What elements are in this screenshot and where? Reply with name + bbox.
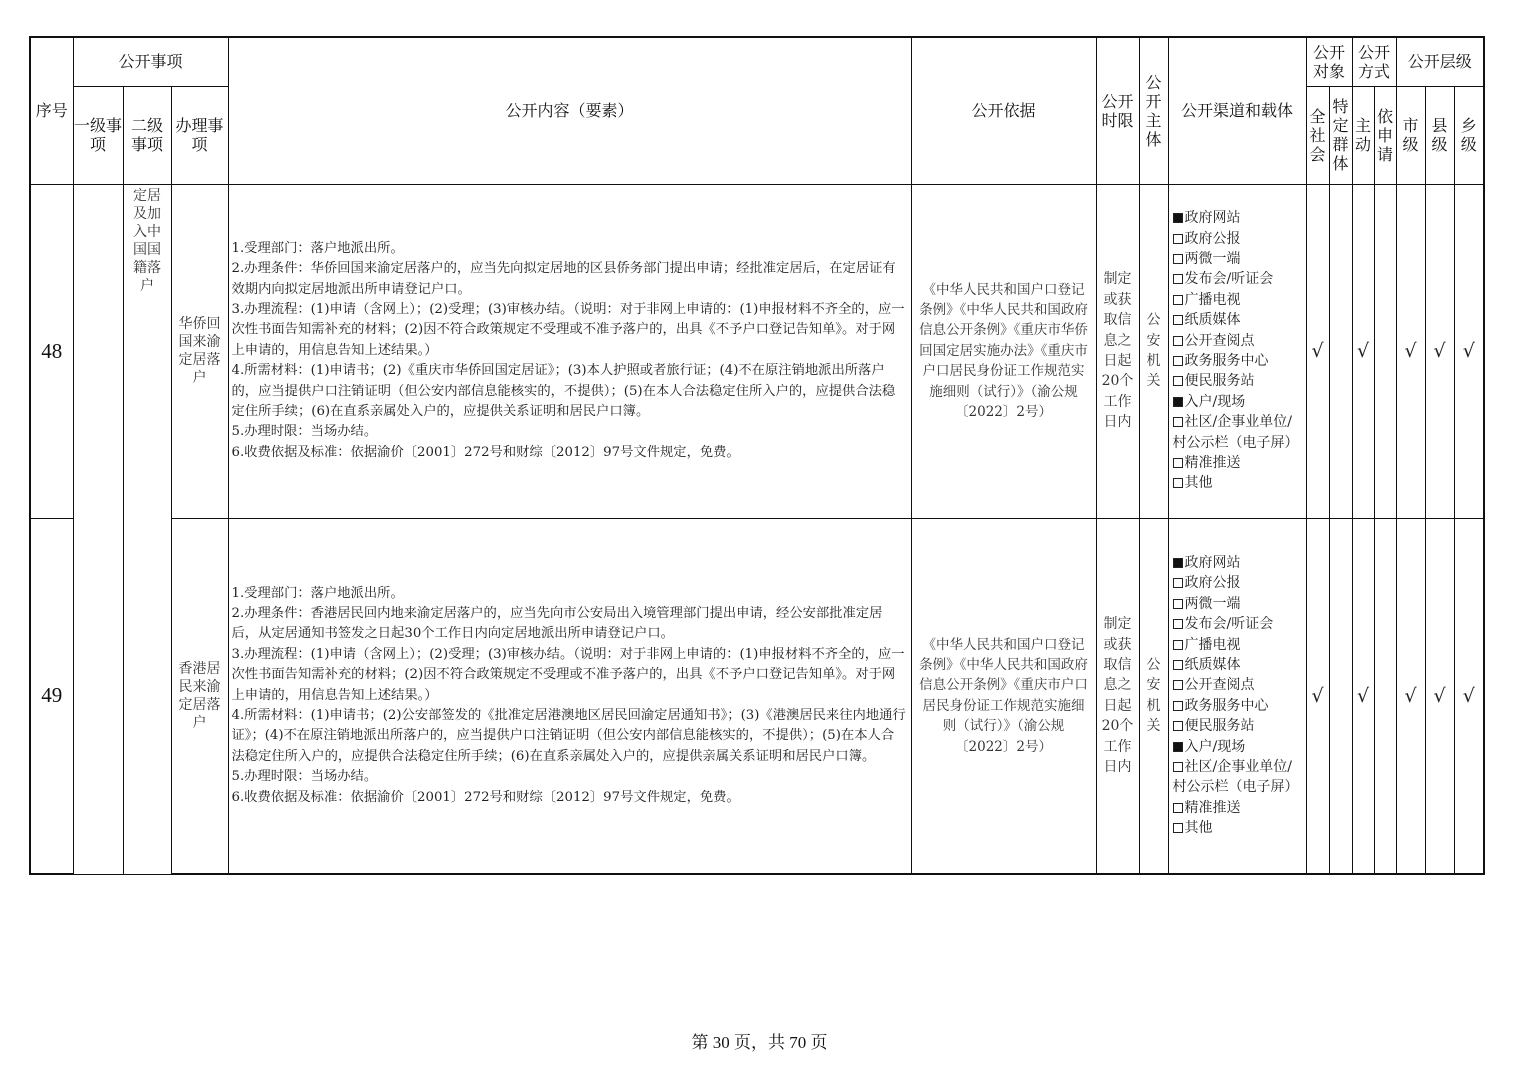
- content-line: 2.办理条件：香港居民回内地来渝定居落户的，应当先向市公安局出入境管理部门提出申请，经公安部批准定居后，从定居通知书签发之日起30个工作日内向定居地派出所申请登记户口。: [231, 605, 883, 642]
- header-basis: 公开依据: [911, 37, 1096, 184]
- channel-label: 其他: [1184, 475, 1213, 492]
- checkbox-icon: [1173, 295, 1183, 305]
- channel-label: 便民服务站: [1184, 718, 1255, 735]
- header-channel: 公开渠道和载体: [1168, 37, 1306, 184]
- channel-item: [1173, 614, 1302, 634]
- handle-item: 香港居民来渝定居落户: [171, 518, 228, 874]
- content-line: 5.办理时限：当场办结。: [231, 424, 378, 440]
- all-society-check: √: [1306, 518, 1329, 874]
- checkbox-icon: [1173, 823, 1183, 833]
- channel-item: [1173, 310, 1302, 330]
- checkbox-icon: [1173, 762, 1183, 772]
- channel-label: 公开查阅点: [1184, 677, 1255, 694]
- channel-label: 政府网站: [1184, 210, 1241, 227]
- header-public-items: 公开事项: [73, 37, 228, 86]
- content-line: 2.办理条件：华侨回国来渝定居落户的，应当先向拟定居地的区县侨务部门提出申请；经批准定居后，在定居证有效期内向拟定居地派出所申请登记户口。: [231, 261, 896, 297]
- header-time-limit: 公开时限: [1096, 37, 1139, 184]
- header-handle: 办理事项: [171, 86, 228, 184]
- header-content: 公开内容（要素）: [228, 37, 911, 184]
- table-row: [30, 518, 1484, 874]
- checkbox-icon: [1173, 478, 1183, 488]
- channel-label: 两微一端: [1184, 595, 1241, 612]
- channel-label: 入户/现场: [1184, 393, 1246, 410]
- channel-item: [1173, 655, 1302, 675]
- channel-item: [1173, 635, 1302, 655]
- checkbox-icon: [1173, 803, 1183, 813]
- header-city: 市级: [1396, 86, 1425, 184]
- header-all-society: 全社会: [1306, 86, 1329, 184]
- header-active: 主动: [1352, 86, 1374, 184]
- channel-label: 社区/企事业单位/村公示栏（电子屏）: [1172, 758, 1299, 796]
- channel-label: 广播电视: [1184, 291, 1241, 308]
- content-line: 6.收费依据及标准：依据渝价〔2001〕272号和财综〔2012〕97号文件规定，免费。: [231, 789, 740, 805]
- header-on-request: 依申请: [1374, 86, 1396, 184]
- channel-item: [1173, 453, 1302, 473]
- township-check: √: [1454, 184, 1484, 518]
- channel-item: [1173, 269, 1302, 289]
- checkbox-icon: [1173, 701, 1183, 711]
- channel-item: [1173, 716, 1302, 736]
- checkbox-icon: [1173, 397, 1183, 407]
- channel-label: 入户/现场: [1184, 738, 1246, 755]
- basis-cell: 《中华人民共和国户口登记条例》《中华人民共和国政府信息公开条例》《重庆市华侨回国定居实施办法》《重庆市户口居民身份证工作规范实施细则（试行）》（渝公规〔2022〕2号）: [911, 184, 1096, 518]
- checkbox-icon: [1173, 458, 1183, 468]
- channel-item: [1173, 573, 1302, 593]
- header-township: 乡级: [1454, 86, 1484, 184]
- county-check: √: [1425, 184, 1454, 518]
- channel-label: 两微一端: [1184, 250, 1241, 267]
- channel-item: [1173, 696, 1302, 716]
- channel-label: 政府网站: [1184, 554, 1241, 571]
- channel-label: 精准推送: [1184, 799, 1241, 816]
- channel-label: 政务服务中心: [1184, 353, 1269, 369]
- channel-item: [1173, 757, 1302, 798]
- checkbox-icon: [1173, 619, 1183, 629]
- header-subject: 公开主体: [1139, 37, 1168, 184]
- page-footer: 第 30 页，共 70 页: [691, 1033, 828, 1052]
- row-seq: 48: [30, 184, 73, 518]
- channel-label: 发布会/听证会: [1184, 271, 1274, 288]
- time-limit-cell: 制定或获取信息之日起20个工作日内: [1096, 184, 1139, 518]
- level1-cell: [73, 184, 123, 874]
- specific-group-check: [1329, 518, 1352, 874]
- checkbox-icon: [1173, 356, 1183, 366]
- channel-label: 政府公报: [1184, 575, 1241, 592]
- city-check: √: [1396, 184, 1425, 518]
- header-row-1: [30, 37, 1484, 86]
- content-cell: [228, 184, 911, 518]
- channel-label: 公开查阅点: [1184, 332, 1255, 349]
- checkbox-icon: [1173, 742, 1183, 752]
- header-level1: 一级事项: [73, 86, 123, 184]
- channel-label: 纸质媒体: [1184, 656, 1241, 673]
- channel-label: 精准推送: [1184, 455, 1241, 472]
- table-row: [30, 184, 1484, 518]
- active-check: √: [1352, 518, 1374, 874]
- checkbox-icon: [1173, 254, 1183, 264]
- checkbox-icon: [1173, 599, 1183, 609]
- channel-item: [1173, 371, 1302, 391]
- content-line: 4.所需材料：(1)申请书；(2)公安部签发的《批准定居港澳地区居民回渝定居通知书》；(3)《港澳居民来往内地通行证》；(4)不在原注销地派出所落户的，应当提供户口注销证明（但公安内部信息能核实的，不提供）；(5)在本人合法稳定住所入户的，应提供合法稳定住所手续；(6)在直系亲属处入户的，应提供亲属关系证明和居民户口簿。: [231, 707, 906, 764]
- disclosure-table: [29, 36, 1485, 875]
- channel-list: [1168, 184, 1306, 518]
- header-target: 公开对象: [1306, 37, 1352, 86]
- header-seq: 序号: [30, 37, 73, 184]
- channel-item: [1173, 798, 1302, 818]
- channel-label: 其他: [1184, 820, 1213, 837]
- specific-group-check: [1329, 184, 1352, 518]
- channel-label: 广播电视: [1184, 636, 1241, 653]
- channel-label: 纸质媒体: [1184, 312, 1241, 329]
- checkbox-icon: [1173, 234, 1183, 244]
- checkbox-icon: [1173, 721, 1183, 731]
- city-check: √: [1396, 518, 1425, 874]
- checkbox-icon: [1173, 336, 1183, 346]
- channel-label: 便民服务站: [1184, 373, 1255, 390]
- channel-item: [1173, 229, 1302, 249]
- level2-cell: 定居及加入中国国籍落户: [123, 184, 171, 874]
- checkbox-icon: [1173, 213, 1183, 223]
- channel-item: [1173, 208, 1302, 228]
- header-specific-group: 特定群体: [1329, 86, 1352, 184]
- channel-label: 政务服务中心: [1184, 697, 1269, 714]
- channel-item: [1173, 392, 1302, 412]
- channel-label: 社区/企事业单位/村公示栏（电子屏）: [1172, 414, 1299, 451]
- channel-label: 发布会/听证会: [1184, 616, 1274, 633]
- row-seq: 49: [30, 518, 73, 874]
- channel-item: [1173, 290, 1302, 310]
- channel-item: [1173, 249, 1302, 269]
- checkbox-icon: [1173, 660, 1183, 670]
- checkbox-icon: [1173, 640, 1183, 650]
- checkbox-icon: [1173, 558, 1183, 568]
- checkbox-icon: [1173, 376, 1183, 386]
- channel-item: [1173, 818, 1302, 838]
- township-check: √: [1454, 518, 1484, 874]
- channel-item: [1173, 473, 1302, 493]
- content-line: 4.所需材料：(1)申请书；(2)《重庆市华侨回国定居证》；(3)本人护照或者旅行证；(4)不在原注销地派出所落户的，应当提供户口注销证明（但公安内部信息能核实的，不提供）；(5)在本人合法稳定住所入户的，应提供合法稳定住所手续；(6)在直系亲属处入户的，应提供关系证明和居民户口簿。: [231, 363, 896, 420]
- time-limit-cell: 制定或获取信息之日起20个工作日内: [1096, 518, 1139, 874]
- channel-item: [1173, 351, 1302, 371]
- on-request-check: [1374, 518, 1396, 874]
- channel-item: [1173, 412, 1302, 453]
- channel-list: [1168, 518, 1306, 874]
- checkbox-icon: [1173, 274, 1183, 284]
- header-level: 公开层级: [1396, 37, 1484, 86]
- content-line: 1.受理部门：落户地派出所。: [231, 585, 404, 601]
- subject-cell: 公安机关: [1139, 184, 1168, 518]
- header-method: 公开方式: [1352, 37, 1396, 86]
- channel-item: [1173, 675, 1302, 695]
- active-check: √: [1352, 184, 1374, 518]
- channel-label: 政府公报: [1184, 230, 1241, 247]
- checkbox-icon: [1173, 417, 1183, 427]
- content-line: 1.受理部门：落户地派出所。: [231, 240, 404, 256]
- content-cell: [228, 518, 911, 874]
- checkbox-icon: [1173, 578, 1183, 588]
- content-line: 3.办理流程：(1)申请（含网上）；(2)受理；(3)审核办结。（说明：对于非网上申请的：(1)申报材料不齐全的，应一次性书面告知需补充的材料；(2)因不符合政策规定不受理或不准予落户的，出具《不予户口登记告知单》。对于网上申请的，用信息告知上述结果。）: [231, 301, 905, 358]
- subject-cell: 公安机关: [1139, 518, 1168, 874]
- header-county: 县级: [1425, 86, 1454, 184]
- channel-item: [1173, 594, 1302, 614]
- channel-item: [1173, 331, 1302, 351]
- content-line: 3.办理流程：(1)申请（含网上）；(2)受理；(3)审核办结。（说明：对于非网上申请的：(1)申报材料不齐全的，应一次性书面告知需补充的材料；(2)因不符合政策规定不受理或不准予落户的，出具《不予户口登记告知单》。对于网上申请的，用信息告知上述结果。）: [231, 646, 905, 703]
- checkbox-icon: [1173, 680, 1183, 690]
- channel-item: [1173, 553, 1302, 573]
- header-level2: 二级事项: [123, 86, 171, 184]
- content-line: 6.收费依据及标准：依据渝价〔2001〕272号和财综〔2012〕97号文件规定，免费。: [231, 444, 740, 460]
- all-society-check: √: [1306, 184, 1329, 518]
- handle-item: 华侨回国来渝定居落户: [171, 184, 228, 518]
- channel-item: [1173, 737, 1302, 757]
- checkbox-icon: [1173, 315, 1183, 325]
- county-check: √: [1425, 518, 1454, 874]
- on-request-check: [1374, 184, 1396, 518]
- basis-cell: 《中华人民共和国户口登记条例》《中华人民共和国政府信息公开条例》《重庆市户口居民身份证工作规范实施细则（试行）》（渝公规〔2022〕2号）: [911, 518, 1096, 874]
- content-line: 5.办理时限：当场办结。: [231, 769, 378, 785]
